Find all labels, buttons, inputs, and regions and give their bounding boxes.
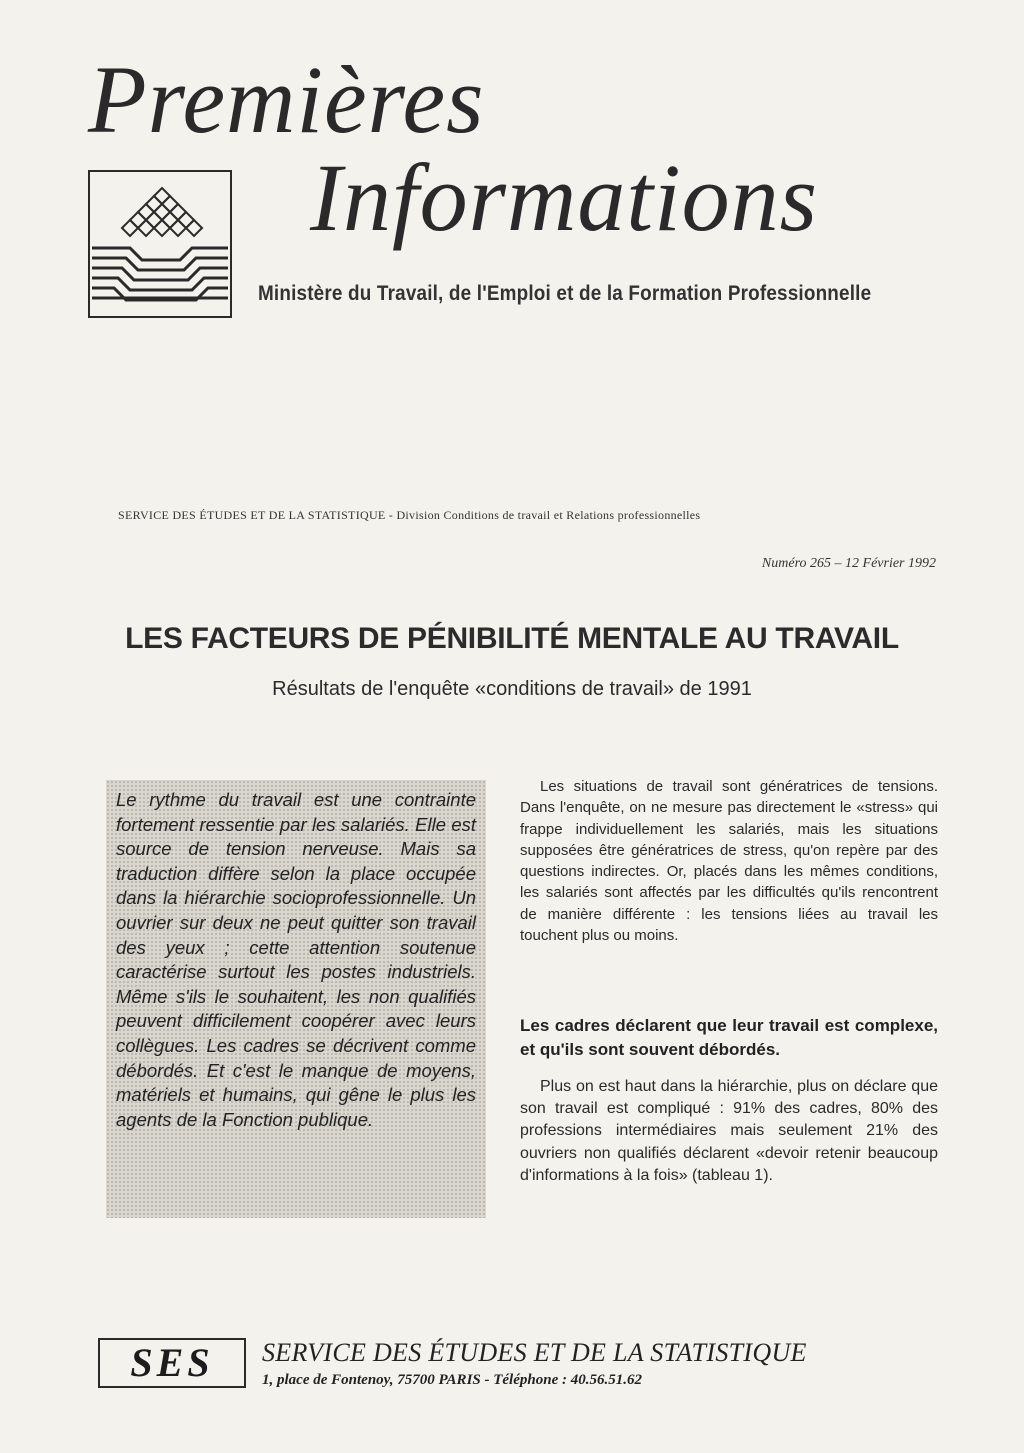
- stepped-pyramid-logo-icon: [90, 172, 230, 316]
- ses-logo: SES: [98, 1338, 246, 1388]
- footer-address: 1, place de Fontenoy, 75700 PARIS - Téléphone : 40.56.51.62: [262, 1372, 642, 1388]
- footer-service-title: SERVICE DES ÉTUDES ET DE LA STATISTIQUE: [262, 1338, 807, 1367]
- section-heading: Les cadres déclarent que leur travail est complexe, et qu'ils sont souvent débordés.: [520, 1016, 938, 1059]
- ministry-logo: [88, 170, 232, 318]
- masthead-title-line1: Premières: [88, 46, 485, 153]
- summary-box: [106, 780, 486, 1218]
- intro-column: [520, 776, 938, 946]
- issue-number-date: Numéro 265 – 12 Février 1992: [761, 556, 936, 571]
- masthead-title-line2: Informations: [310, 144, 819, 251]
- section-column: [520, 1076, 938, 1187]
- service-division-line: SERVICE DES ÉTUDES ET DE LA STATISTIQUE - Division Conditions de travail et Relations professionnelles: [118, 508, 701, 522]
- section-paragraph: Plus on est haut dans la hiérarchie, plus on déclare que son travail est compliqué : 91% des cadres, 80% des professions intermédiaires mais seulement 21% des ouvriers non qualifiés déclarent «devoir retenir beaucoup d'informations à la fois» (tableau 1).: [520, 1078, 938, 1184]
- article-subtitle: Résultats de l'enquête «conditions de travail» de 1991: [272, 678, 752, 700]
- ministry-name: Ministère du Travail, de l'Emploi et de la Formation Professionnelle: [258, 282, 872, 305]
- article-title: LES FACTEURS DE PÉNIBILITÉ MENTALE AU TRAVAIL: [125, 622, 899, 655]
- intro-paragraph: Les situations de travail sont génératrices de tensions. Dans l'enquête, on ne mesure pas directement le «stress» qui frappe individuellement les salariés, mais les situations supposées être génératrices de stress, qu'on repère par des questions indirectes. Or, placés dans les mêmes conditions, les salariés sont affectés par les difficultés qu'ils rencontrent de manière différente : les tensions liées au travail les touchent plus ou moins.: [520, 778, 938, 945]
- summary-text: Le rythme du travail est une contrainte fortement ressentie par les salariés. Elle est source de tension nerveuse. Mais sa traduction diffère selon la place occupée dans la hiérarchie socioprofessionnelle. Un ouvrier sur deux ne peut quitter son travail des yeux ; cette attention soutenue caractérise surtout les postes industriels. Même s'ils le souhaitent, les non qualifiés peuvent difficilement coopérer avec leurs collègues. Les cadres se décrivent comme débordés. Et c'est le manque de moyens, matériels et humains, qui gêne le plus les agents de la Fonction publique.: [116, 789, 476, 1130]
